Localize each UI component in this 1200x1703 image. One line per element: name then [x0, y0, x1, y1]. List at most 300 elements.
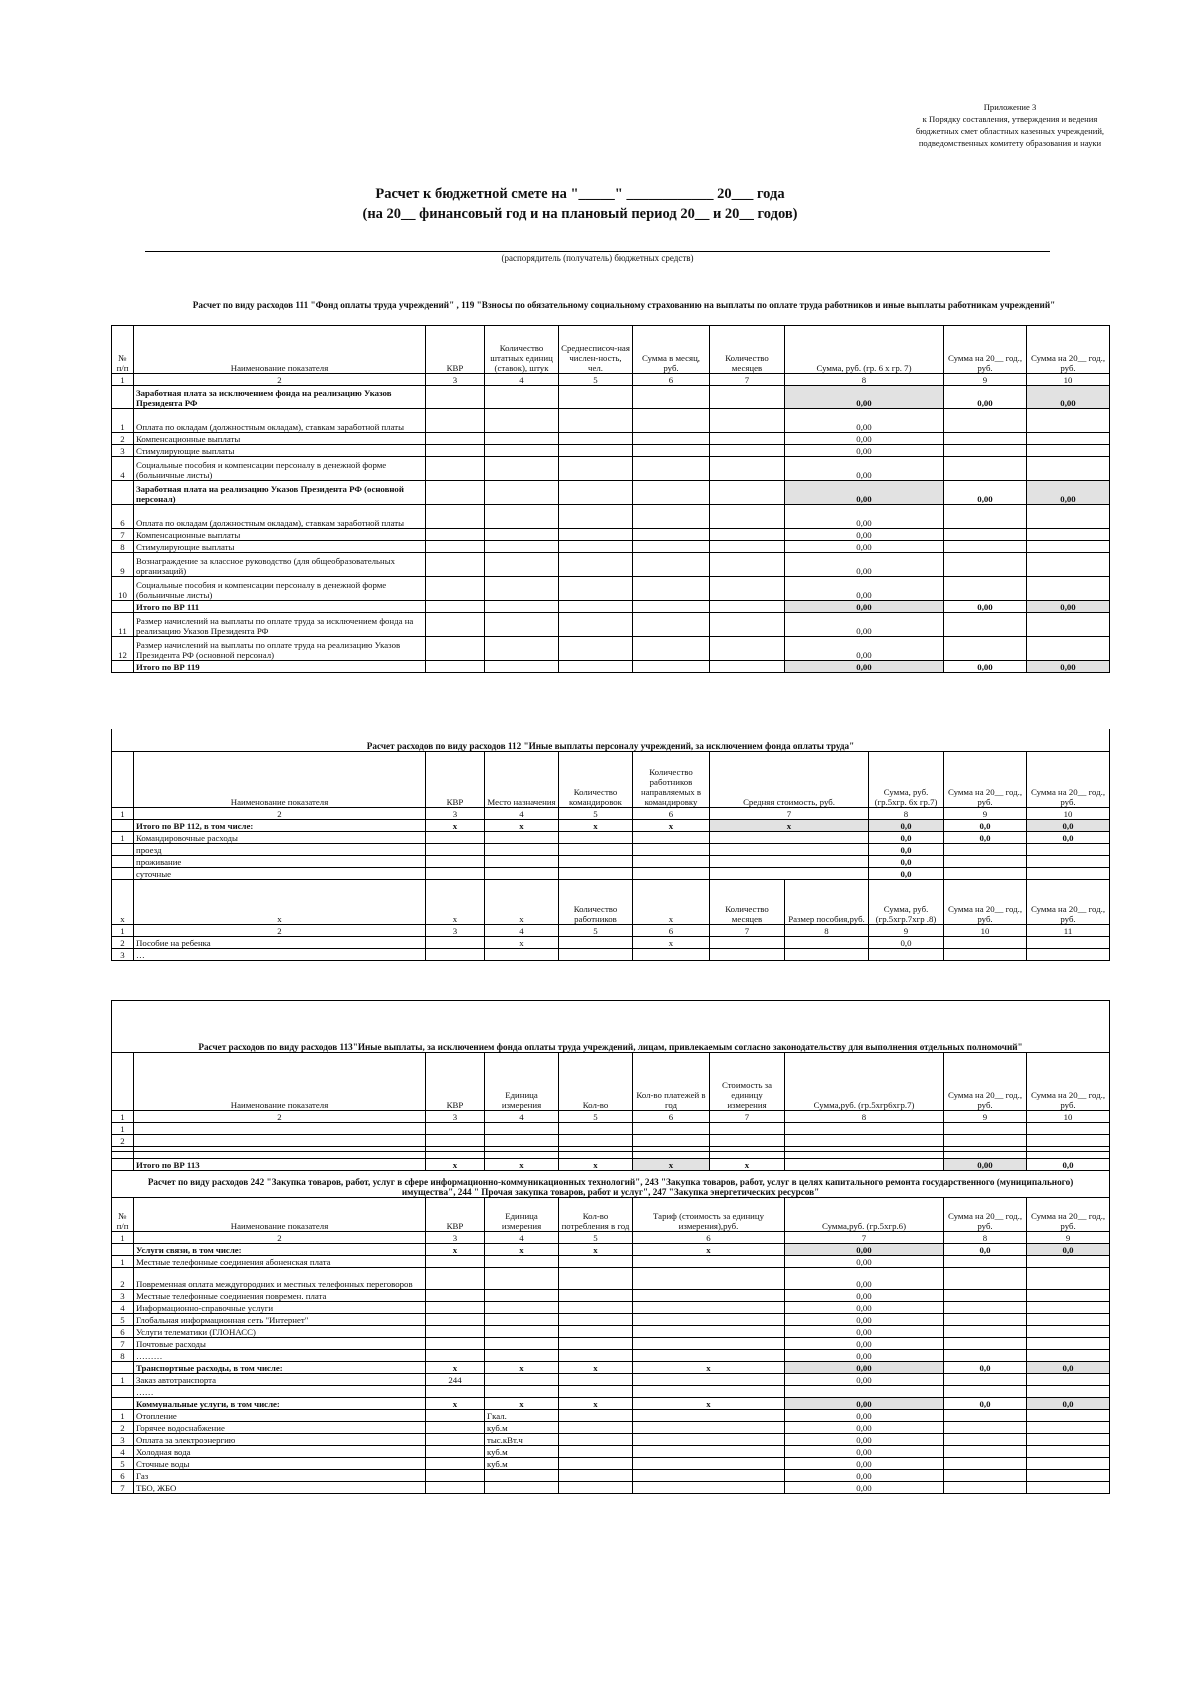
- column-header: КВР: [426, 1053, 485, 1111]
- kvr-cell: [426, 1268, 485, 1290]
- row-name: Размер начислений на выплаты по оплате труда на реализацию Указов Президента РФ (основной персонал): [134, 637, 426, 661]
- column-number: 6: [633, 1111, 710, 1123]
- x-cell: [633, 948, 710, 960]
- x-cell: [485, 948, 559, 960]
- empty-cell: [710, 661, 785, 673]
- row-name: Оплата по окладам (должностным окладам), ставкам заработной платы: [134, 505, 426, 529]
- table-row: [112, 1338, 1110, 1350]
- sum-year-1: [944, 855, 1027, 867]
- column-number: 8: [785, 1111, 944, 1123]
- column-header: Сумма на 20__ год., руб.: [1027, 1053, 1110, 1111]
- sum-year-2: [1027, 541, 1110, 553]
- row-name: Местные телефонные соединения абоненская плата: [134, 1256, 426, 1268]
- x-cell: x: [633, 819, 710, 831]
- row-number: [112, 601, 134, 613]
- column-number: 7: [710, 1111, 785, 1123]
- empty-cell: [710, 637, 785, 661]
- column-header: Количество месяцев: [710, 326, 785, 374]
- row-number: 4: [112, 1446, 134, 1458]
- empty-cell: [633, 457, 710, 481]
- column-number-row: [112, 924, 1110, 936]
- empty-cell: [710, 601, 785, 613]
- sum-cell: 0,0: [869, 867, 944, 879]
- empty-cell: [559, 1326, 633, 1338]
- row-name: Итого по ВР 113: [134, 1159, 426, 1171]
- column-number: 7: [785, 1232, 944, 1244]
- x-cell: x: [426, 819, 485, 831]
- column-number: 10: [944, 924, 1027, 936]
- empty-cell: [944, 1458, 1027, 1470]
- empty-cell: [485, 601, 559, 613]
- empty-cell: [633, 577, 710, 601]
- column-header: Количество работников: [559, 879, 633, 924]
- x-cell: x: [485, 1398, 559, 1410]
- empty-cell: [1027, 1290, 1110, 1302]
- empty-cell: [426, 541, 485, 553]
- row-number: 6: [112, 1470, 134, 1482]
- sum-year-1: [944, 529, 1027, 541]
- empty-cell: [1027, 1374, 1110, 1386]
- empty-cell: [559, 613, 633, 637]
- column-number: 9: [944, 807, 1027, 819]
- column-header: Сумма на 20__ год., руб.: [1027, 751, 1110, 807]
- empty-cell: [944, 1470, 1027, 1482]
- column-number: 7: [710, 374, 785, 386]
- column-header: Наименование показателя: [134, 751, 426, 807]
- column-header: Наименование показателя: [134, 326, 426, 374]
- row-name: Заработная плата на реализацию Указов Президента РФ (основной персонал): [134, 481, 426, 505]
- empty-cell: [944, 1434, 1027, 1446]
- empty-cell: [710, 481, 785, 505]
- empty-cell: [559, 1434, 633, 1446]
- group-title: Коммунальные услуги, в том числе:: [134, 1398, 426, 1410]
- subtotal-row: [112, 601, 1110, 613]
- empty-cell: [710, 831, 869, 843]
- empty-cell: [633, 553, 710, 577]
- row-name: Отопление: [134, 1410, 426, 1422]
- row-number: 7: [112, 1482, 134, 1494]
- x-cell: x: [485, 819, 559, 831]
- column-number: 6: [633, 924, 710, 936]
- empty-cell: [633, 613, 710, 637]
- row-name: Горячее водоснабжение: [134, 1422, 426, 1434]
- sum-cell: 0,00: [785, 553, 944, 577]
- x-cell: x: [426, 1398, 485, 1410]
- column-header: Тариф (стоимость за единицу измерения),руб.: [633, 1198, 785, 1232]
- unit-cell: куб.м: [485, 1446, 559, 1458]
- empty-cell: [559, 1422, 633, 1434]
- kvr-cell: [426, 1386, 485, 1398]
- row-number: 2: [112, 1422, 134, 1434]
- empty-cell: [633, 1374, 785, 1386]
- table-row: [112, 553, 1110, 577]
- sum-year-2: [1027, 553, 1110, 577]
- sum-cell: 0,00: [785, 1410, 944, 1422]
- empty-cell: [485, 843, 559, 855]
- sum-cell: 0,00: [785, 661, 944, 673]
- row-name: Услуги телематики (ГЛОНАСС): [134, 1326, 426, 1338]
- kvr-cell: [426, 1482, 485, 1494]
- unit-cell: [485, 1256, 559, 1268]
- group-total-row: [112, 1244, 1110, 1256]
- empty-cell: [1027, 1350, 1110, 1362]
- title-line-2: (на 20__ финансовый год и на плановый период 20__ и 20__ годов): [362, 206, 798, 222]
- column-header: Место назначения: [485, 751, 559, 807]
- sum-year-2: 0,00: [1027, 481, 1110, 505]
- empty-cell: [785, 1123, 944, 1135]
- recipient-line: [145, 251, 1050, 252]
- row-name: проезд: [134, 843, 426, 855]
- table-row: [112, 948, 1110, 960]
- column-number: 5: [559, 924, 633, 936]
- sum-cell: 0,00: [785, 1446, 944, 1458]
- row-number: 4: [112, 457, 134, 481]
- sum-year-2: 0,0: [1027, 1398, 1110, 1410]
- x-cell: x: [633, 1398, 785, 1410]
- appendix-line: к Порядку составления, утверждения и ведения: [922, 114, 1098, 124]
- row-name: Оплата за электроэнергию: [134, 1434, 426, 1446]
- column-number: 9: [944, 1111, 1027, 1123]
- x-cell: x: [710, 1159, 785, 1171]
- column-header: № п/п: [112, 1198, 134, 1232]
- table-row: [112, 1123, 1110, 1135]
- empty-cell: [559, 1268, 633, 1290]
- empty-cell: [710, 867, 869, 879]
- column-number: 5: [559, 807, 633, 819]
- sum-cell: 0,00: [785, 1374, 944, 1386]
- empty-cell: [944, 1422, 1027, 1434]
- table-row: [112, 936, 1110, 948]
- column-number: 10: [1027, 807, 1110, 819]
- sum-year-2: [1027, 409, 1110, 433]
- unit-cell: [485, 1470, 559, 1482]
- kvr-cell: [426, 1302, 485, 1314]
- row-name: Глобальная информационная сеть "Интернет": [134, 1314, 426, 1326]
- sum-cell: 0,0: [869, 855, 944, 867]
- row-number: [112, 819, 134, 831]
- empty-cell: [633, 1123, 710, 1135]
- row-number: 9: [112, 553, 134, 577]
- column-header: Единица измерения: [485, 1053, 559, 1111]
- empty-cell: [426, 613, 485, 637]
- empty-cell: [485, 457, 559, 481]
- caption-row: [112, 729, 1110, 751]
- unit-cell: [485, 1268, 559, 1290]
- table-row: [112, 409, 1110, 433]
- row-name: Информационно-справочные услуги: [134, 1302, 426, 1314]
- empty-cell: [944, 1135, 1027, 1147]
- row-name: Итого по ВР 119: [134, 661, 426, 673]
- column-number-row: [112, 374, 1110, 386]
- row-name: Компенсационные выплаты: [134, 529, 426, 541]
- empty-cell: [1027, 1482, 1110, 1494]
- column-number: 3: [426, 374, 485, 386]
- empty-cell: [559, 541, 633, 553]
- column-number: 1: [112, 374, 134, 386]
- column-header: Средняя стоимость, руб.: [710, 751, 869, 807]
- empty-cell: [1027, 1458, 1110, 1470]
- column-header: КВР: [426, 1198, 485, 1232]
- column-header: [112, 1053, 134, 1111]
- x-cell: x: [426, 1362, 485, 1374]
- empty-cell: [559, 948, 633, 960]
- sum-year-2: 0,0: [1027, 1244, 1110, 1256]
- column-number: 4: [485, 924, 559, 936]
- sum-cell: 0,00: [785, 1350, 944, 1362]
- row-number: [112, 855, 134, 867]
- column-header: Сумма на 20__ год., руб.: [944, 751, 1027, 807]
- empty-cell: [485, 529, 559, 541]
- sum-cell: 0,00: [785, 1302, 944, 1314]
- sum-year-1: [944, 577, 1027, 601]
- document-title: [300, 184, 860, 224]
- empty-cell: [559, 843, 633, 855]
- column-number: 7: [710, 807, 869, 819]
- column-header: Наименование показателя: [134, 1198, 426, 1232]
- table-row: [112, 1422, 1110, 1434]
- empty-cell: [710, 433, 785, 445]
- unit-cell: [485, 1374, 559, 1386]
- empty-cell: [426, 637, 485, 661]
- column-number: 2: [134, 1111, 426, 1123]
- empty-cell: [485, 637, 559, 661]
- header-row: [112, 1198, 1110, 1232]
- kvr-cell: [426, 1314, 485, 1326]
- empty-cell: [633, 867, 710, 879]
- column-header: Наименование показателя: [134, 1053, 426, 1111]
- empty-cell: [633, 1470, 785, 1482]
- empty-cell: [559, 1350, 633, 1362]
- row-name: Пособие на ребенка: [134, 936, 426, 948]
- sum-cell: [869, 948, 944, 960]
- empty-cell: [426, 577, 485, 601]
- column-number: 2: [134, 374, 426, 386]
- table-row: [112, 1446, 1110, 1458]
- table-row: [112, 457, 1110, 481]
- column-header: Количество работников направляемых в командировку: [633, 751, 710, 807]
- x-cell: x: [559, 1398, 633, 1410]
- empty-cell: [944, 1446, 1027, 1458]
- unit-cell: куб.м: [485, 1458, 559, 1470]
- sum-year-2: [1027, 867, 1110, 879]
- empty-cell: [633, 831, 710, 843]
- empty-cell: [426, 661, 485, 673]
- empty-cell: [633, 386, 710, 409]
- caption-row: [112, 1152, 1110, 1198]
- empty-cell: [559, 481, 633, 505]
- empty-cell: [944, 1302, 1027, 1314]
- table-row: [112, 445, 1110, 457]
- sum-year-1: [944, 613, 1027, 637]
- x-cell: x: [559, 1244, 633, 1256]
- column-number: 9: [1027, 1232, 1110, 1244]
- empty-cell: [426, 601, 485, 613]
- empty-cell: [485, 831, 559, 843]
- empty-cell: [710, 386, 785, 409]
- unit-cell: [485, 1290, 559, 1302]
- row-number: [112, 1386, 134, 1398]
- row-number: 8: [112, 541, 134, 553]
- empty-cell: [426, 457, 485, 481]
- empty-cell: [559, 661, 633, 673]
- empty-cell: [559, 831, 633, 843]
- kvr-cell: [426, 1434, 485, 1446]
- table-row: [112, 1314, 1110, 1326]
- table-row: [112, 843, 1110, 855]
- empty-cell: [134, 1135, 426, 1147]
- column-header: Сумма, руб. (гр.5хгр.7хгр .8): [869, 879, 944, 924]
- unit-cell: [485, 1482, 559, 1494]
- empty-cell: [1027, 1386, 1110, 1398]
- empty-cell: [559, 445, 633, 457]
- section-242-heading: Расчет по виду расходов 242 "Закупка товаров, работ, услуг в сфере информационно-коммуникационных технологий", 243 "Закупка товаров, работ, услуг в целях капитального ремонта государственного (муниципального) имущества", 244 " Прочая закупка товаров, работ и услуг", 247 "Закупка энергетических ресурсов": [112, 1152, 1110, 1198]
- empty-cell: [559, 1446, 633, 1458]
- empty-cell: [633, 661, 710, 673]
- empty-cell: [559, 1482, 633, 1494]
- table-row: [112, 613, 1110, 637]
- sum-year-2: [1027, 505, 1110, 529]
- table-vr-242-247: [111, 1151, 1110, 1494]
- column-number: 6: [633, 1232, 785, 1244]
- kvr-cell: [426, 1256, 485, 1268]
- empty-cell: [944, 1290, 1027, 1302]
- row-name: ТБО, ЖБО: [134, 1482, 426, 1494]
- empty-cell: [633, 1268, 785, 1290]
- column-number: 3: [426, 1111, 485, 1123]
- row-name: суточные: [134, 867, 426, 879]
- empty-cell: [426, 843, 485, 855]
- sum-cell: 0,0: [869, 819, 944, 831]
- sum-cell: 0,00: [785, 505, 944, 529]
- group-total-row: [112, 1398, 1110, 1410]
- sum-year-1: 0,0: [944, 1398, 1027, 1410]
- table-row: [112, 1386, 1110, 1398]
- empty-cell: [710, 541, 785, 553]
- row-number: 3: [112, 1434, 134, 1446]
- row-number: 6: [112, 1326, 134, 1338]
- empty-cell: [559, 1123, 633, 1135]
- empty-cell: [944, 1410, 1027, 1422]
- sum-cell: 0,00: [785, 1268, 944, 1290]
- x-cell: x: [633, 1244, 785, 1256]
- table-row: [112, 433, 1110, 445]
- column-header: Количество командировок: [559, 751, 633, 807]
- empty-cell: [633, 1135, 710, 1147]
- column-header: Сумма,руб. (гр.5хгр6хгр.7): [785, 1053, 944, 1111]
- column-header: x: [134, 879, 426, 924]
- sum-year-1: 0,0: [1027, 1159, 1110, 1171]
- header-row: [112, 751, 1110, 807]
- column-number: 7: [710, 924, 785, 936]
- column-number: 11: [1027, 924, 1110, 936]
- row-name: Размер начислений на выплаты по оплате труда за исключением фонда на реализацию Указов Президента РФ: [134, 613, 426, 637]
- empty-cell: [710, 613, 785, 637]
- empty-cell: [710, 553, 785, 577]
- empty-cell: [559, 1314, 633, 1326]
- section-113-heading: Расчет расходов по виду расходов 113"Иные выплаты, за исключением фонда оплаты труда учреждений, лицам, привлекаемым согласно законодательству для выполнения отдельных полномочий": [112, 1001, 1110, 1053]
- row-number: 2: [112, 1135, 134, 1147]
- row-number: 1: [112, 1374, 134, 1386]
- table-row: [112, 529, 1110, 541]
- empty-cell: [485, 577, 559, 601]
- column-header: x: [485, 879, 559, 924]
- sum-year-1: 0,00: [944, 601, 1027, 613]
- column-number: 8: [785, 924, 869, 936]
- kvr-cell: [426, 1290, 485, 1302]
- column-header: Кол-во потребления в год: [559, 1198, 633, 1232]
- sum-cell: 0,00: [785, 1338, 944, 1350]
- x-cell: x: [485, 1244, 559, 1256]
- empty-cell: [710, 577, 785, 601]
- table-row: [112, 1482, 1110, 1494]
- row-number: [112, 1362, 134, 1374]
- empty-cell: [633, 433, 710, 445]
- unit-cell: тыс.кВт.ч: [485, 1434, 559, 1446]
- empty-cell: [633, 1290, 785, 1302]
- column-header: Сумма, руб. (гр. 6 х гр. 7): [785, 326, 944, 374]
- column-number: 6: [633, 807, 710, 819]
- column-number-row: [112, 1111, 1110, 1123]
- empty-cell: [485, 481, 559, 505]
- row-number: 10: [112, 577, 134, 601]
- x-cell: x: [710, 819, 869, 831]
- column-number: 1: [112, 1111, 134, 1123]
- column-number: 8: [869, 807, 944, 819]
- empty-cell: [633, 1458, 785, 1470]
- sum-year-2: 0,00: [1027, 661, 1110, 673]
- sum-cell: 0,00: [785, 1362, 944, 1374]
- empty-cell: [559, 409, 633, 433]
- empty-cell: [426, 936, 485, 948]
- empty-cell: [426, 867, 485, 879]
- sum-cell: 0,00: [785, 481, 944, 505]
- column-number: 1: [112, 1232, 134, 1244]
- group-title: Транспортные расходы, в том числе:: [134, 1362, 426, 1374]
- column-number: 2: [134, 807, 426, 819]
- column-header: Кол-во платежей в год: [633, 1053, 710, 1111]
- empty-cell: [485, 541, 559, 553]
- row-number: 4: [112, 1302, 134, 1314]
- empty-cell: [1027, 1314, 1110, 1326]
- empty-cell: [633, 1338, 785, 1350]
- sum-year-1: [944, 505, 1027, 529]
- row-number: [112, 481, 134, 505]
- empty-cell: [633, 1256, 785, 1268]
- row-number: [112, 843, 134, 855]
- unit-cell: [485, 1350, 559, 1362]
- empty-cell: [485, 505, 559, 529]
- empty-cell: [1027, 1135, 1110, 1147]
- caption-row: [112, 1001, 1110, 1053]
- column-header: Сумма на 20__ год., руб.: [1027, 1198, 1110, 1232]
- column-header: Сумма на 20__ год., руб.: [1027, 879, 1110, 924]
- empty-cell: [485, 1135, 559, 1147]
- subtotal-row: [112, 386, 1110, 409]
- empty-cell: [559, 1374, 633, 1386]
- row-number: 3: [112, 1290, 134, 1302]
- group-title: Услуги связи, в том числе:: [134, 1244, 426, 1256]
- row-name: Местные телефонные соединения повремен. плата: [134, 1290, 426, 1302]
- column-header: Сумма на 20__ год., руб.: [944, 879, 1027, 924]
- row-number: 8: [112, 1350, 134, 1362]
- empty-cell: [944, 948, 1027, 960]
- unit-cell: [485, 1314, 559, 1326]
- column-number: 5: [559, 374, 633, 386]
- empty-cell: [944, 1482, 1027, 1494]
- row-number: [112, 867, 134, 879]
- table-row: [112, 1434, 1110, 1446]
- column-header: Сумма,руб. (гр.5хгр.6): [785, 1198, 944, 1232]
